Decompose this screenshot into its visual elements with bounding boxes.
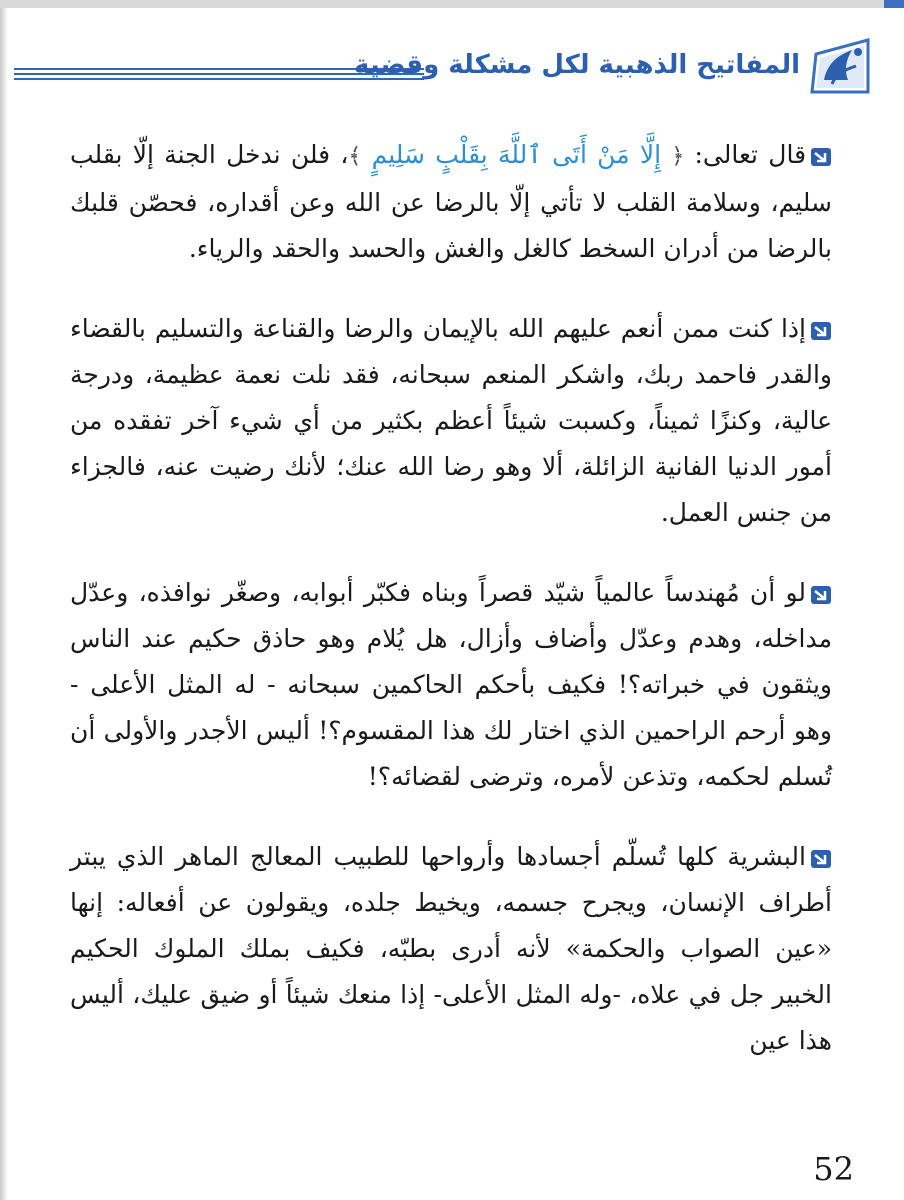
paragraph-4 (70, 834, 832, 1064)
quran-close-bracket: ﴾ (348, 144, 362, 169)
top-strip-accent (884, 0, 904, 8)
quran-verse: إِلَّا مَنْ أَتَى ٱللَّهَ بِقَلْبٍ سَلِيمٍ (361, 140, 672, 169)
paragraph-2-text: إذا كنت ممن أنعم عليهم الله بالإيمان والرضا والقناعة والتسليم بالقضاء والقدر فاحمد ربك، واشكر المنعم سبحانه، فقد نلت نعمة عظيمة، ودرجة عالية، وكنزًا ثميناً، وكسبت شيئاً أعظم بكثير من أي شيء آخر تفقده من أمور الدنيا الفانية الزائلة، ألا وهو رضا الله عنك؛ لأنك رضيت عنه، فالجزاء من جنس العمل. (70, 314, 832, 527)
page-edge-shadow (0, 0, 8, 1200)
paragraph-1 (70, 132, 832, 272)
bullet-icon (810, 849, 832, 869)
quran-open-bracket: ﴿ (671, 144, 685, 169)
bullet-icon (810, 321, 832, 341)
paragraph-4-text: البشرية كلها تُسلّم أجسادها وأرواحها للطبيب المعالج الماهر الذي يبتر أطراف الإنسان، ويجرح جسمه، ويخيط جلده، ويقولون عن أفعاله: إنها «عين الصواب والحكمة» لأنه أدرى بطبّه، فكيف بملك الملوك الحكيم الخبير جل في علاه، -وله المثل الأعلى- إذا منعك شيئاً أو ضيق عليك، أليس هذا عين (70, 842, 832, 1055)
page-header (14, 30, 880, 105)
paragraph-1-intro: قال تعالى: (684, 140, 807, 169)
bullet-icon (810, 585, 832, 605)
paragraph-3 (70, 570, 832, 800)
paragraph-1-text: ، فلن ندخل الجنة إلّا بقلب سليم، وسلامة القلب لا تأتي إلّا بالرضا عن الله وعن أقداره، فحصّن قلبك بالرضا من أدران السخط كالغل والغش والحسد والحقد والرياء. (70, 140, 832, 263)
paragraph-3-text: لو أن مُهندساً عالمياً شيّد قصراً وبناه فكبّر أبوابه، وصغّر نوافذه، وعدّل مداخله، وهدم وعدّل وأضاف وأزال، هل يُلام وهو حاذق حكيم عند الناس ويثقون في خبراته؟! فكيف بأحكم الحاكمين سبحانه - له المثل الأعلى - وهو أرحم الراحمين الذي اختار لك هذا المقسوم؟! أليس الأجدر والأولى أن تُسلم لحكمه، وتذعن لأمره، وترضى لقضائه؟! (70, 578, 832, 791)
book-logo-icon (808, 30, 872, 100)
bullet-icon (810, 147, 832, 167)
page-content (70, 132, 832, 1098)
page-number: 52 (813, 1150, 854, 1188)
top-toolbar-strip (0, 0, 904, 8)
header-title: المفاتيح الذهبية لكل مشكلة وقضية (354, 50, 800, 80)
paragraph-2 (70, 306, 832, 536)
